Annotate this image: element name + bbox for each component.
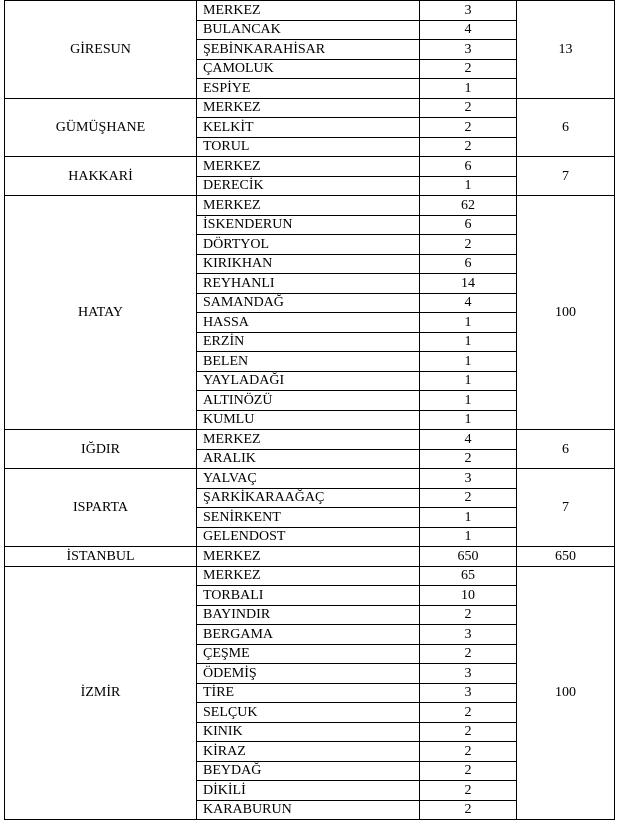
province-name: GÜMÜŞHANE xyxy=(5,98,197,157)
district-name: TORUL xyxy=(197,137,420,157)
district-name: DİKİLİ xyxy=(197,781,420,801)
district-name: DERECİK xyxy=(197,176,420,196)
district-count: 1 xyxy=(420,332,517,352)
district-name: ARALIK xyxy=(197,449,420,469)
district-name: KIRIKHAN xyxy=(197,254,420,274)
district-name: YALVAÇ xyxy=(197,469,420,489)
district-name: TİRE xyxy=(197,683,420,703)
province-name: ISPARTA xyxy=(5,469,197,547)
district-count: 2 xyxy=(420,488,517,508)
province-total: 7 xyxy=(517,157,615,196)
table-row xyxy=(5,566,615,586)
district-count: 10 xyxy=(420,586,517,606)
district-count: 2 xyxy=(420,742,517,762)
district-count: 4 xyxy=(420,20,517,40)
district-count: 650 xyxy=(420,547,517,567)
district-name: TORBALI xyxy=(197,586,420,606)
district-count: 1 xyxy=(420,391,517,411)
district-count: 3 xyxy=(420,683,517,703)
district-name: BEYDAĞ xyxy=(197,761,420,781)
province-name: İSTANBUL xyxy=(5,547,197,567)
province-name: İZMİR xyxy=(5,566,197,820)
district-name: ÖDEMİŞ xyxy=(197,664,420,684)
district-count: 1 xyxy=(420,79,517,99)
district-name: BELEN xyxy=(197,352,420,372)
district-name: BULANCAK xyxy=(197,20,420,40)
district-name: KİRAZ xyxy=(197,742,420,762)
district-name: SELÇUK xyxy=(197,703,420,723)
province-total: 6 xyxy=(517,430,615,469)
district-name: HASSA xyxy=(197,313,420,333)
district-count: 1 xyxy=(420,352,517,372)
district-name: KARABURUN xyxy=(197,800,420,820)
district-count: 2 xyxy=(420,703,517,723)
province-total: 650 xyxy=(517,547,615,567)
district-name: SENİRKENT xyxy=(197,508,420,528)
province-name: HATAY xyxy=(5,196,197,430)
district-count: 2 xyxy=(420,449,517,469)
province-total: 6 xyxy=(517,98,615,157)
district-name: MERKEZ xyxy=(197,430,420,450)
district-count: 1 xyxy=(420,371,517,391)
table-row xyxy=(5,196,615,216)
document-page xyxy=(4,0,615,820)
district-name: REYHANLI xyxy=(197,274,420,294)
district-count: 6 xyxy=(420,157,517,177)
district-name: MERKEZ xyxy=(197,1,420,21)
district-count: 65 xyxy=(420,566,517,586)
province-total: 13 xyxy=(517,1,615,99)
district-name: SAMANDAĞ xyxy=(197,293,420,313)
province-total: 7 xyxy=(517,469,615,547)
district-count: 2 xyxy=(420,605,517,625)
district-count: 62 xyxy=(420,196,517,216)
district-name: GELENDOST xyxy=(197,527,420,547)
district-name: BAYINDIR xyxy=(197,605,420,625)
district-name: MERKEZ xyxy=(197,196,420,216)
district-name: İSKENDERUN xyxy=(197,215,420,235)
district-name: ALTINÖZÜ xyxy=(197,391,420,411)
district-count: 1 xyxy=(420,176,517,196)
district-name: YAYLADAĞI xyxy=(197,371,420,391)
district-count: 2 xyxy=(420,781,517,801)
district-name: ŞEBİNKARAHİSAR xyxy=(197,40,420,60)
district-name: DÖRTYOL xyxy=(197,235,420,255)
district-name: BERGAMA xyxy=(197,625,420,645)
province-name: GİRESUN xyxy=(5,1,197,99)
district-count: 3 xyxy=(420,625,517,645)
district-count: 3 xyxy=(420,469,517,489)
province-name: IĞDIR xyxy=(5,430,197,469)
district-name: ÇAMOLUK xyxy=(197,59,420,79)
district-count: 2 xyxy=(420,59,517,79)
district-count: 2 xyxy=(420,118,517,138)
table-row xyxy=(5,1,615,21)
table-row xyxy=(5,469,615,489)
district-count: 2 xyxy=(420,235,517,255)
district-count: 4 xyxy=(420,430,517,450)
district-name: MERKEZ xyxy=(197,98,420,118)
district-count: 2 xyxy=(420,800,517,820)
district-count: 1 xyxy=(420,313,517,333)
district-count: 3 xyxy=(420,1,517,21)
district-count: 2 xyxy=(420,761,517,781)
table-row xyxy=(5,547,615,567)
district-count: 2 xyxy=(420,98,517,118)
district-name: MERKEZ xyxy=(197,566,420,586)
table-row xyxy=(5,430,615,450)
district-name: ERZİN xyxy=(197,332,420,352)
table-row xyxy=(5,98,615,118)
province-total: 100 xyxy=(517,566,615,820)
district-count: 3 xyxy=(420,40,517,60)
district-count: 2 xyxy=(420,644,517,664)
province-total: 100 xyxy=(517,196,615,430)
quota-table-body xyxy=(5,1,615,820)
district-name: MERKEZ xyxy=(197,157,420,177)
district-name: ESPİYE xyxy=(197,79,420,99)
district-name: KELKİT xyxy=(197,118,420,138)
district-count: 1 xyxy=(420,410,517,430)
district-name: ÇEŞME xyxy=(197,644,420,664)
district-name: ŞARKİKARAAĞAÇ xyxy=(197,488,420,508)
district-count: 3 xyxy=(420,664,517,684)
district-count: 14 xyxy=(420,274,517,294)
quota-table xyxy=(4,0,615,820)
district-count: 6 xyxy=(420,254,517,274)
district-count: 1 xyxy=(420,527,517,547)
district-count: 6 xyxy=(420,215,517,235)
district-name: KUMLU xyxy=(197,410,420,430)
district-name: MERKEZ xyxy=(197,547,420,567)
table-row xyxy=(5,157,615,177)
district-count: 2 xyxy=(420,722,517,742)
district-count: 4 xyxy=(420,293,517,313)
district-name: KINIK xyxy=(197,722,420,742)
province-name: HAKKARİ xyxy=(5,157,197,196)
district-count: 2 xyxy=(420,137,517,157)
district-count: 1 xyxy=(420,508,517,528)
